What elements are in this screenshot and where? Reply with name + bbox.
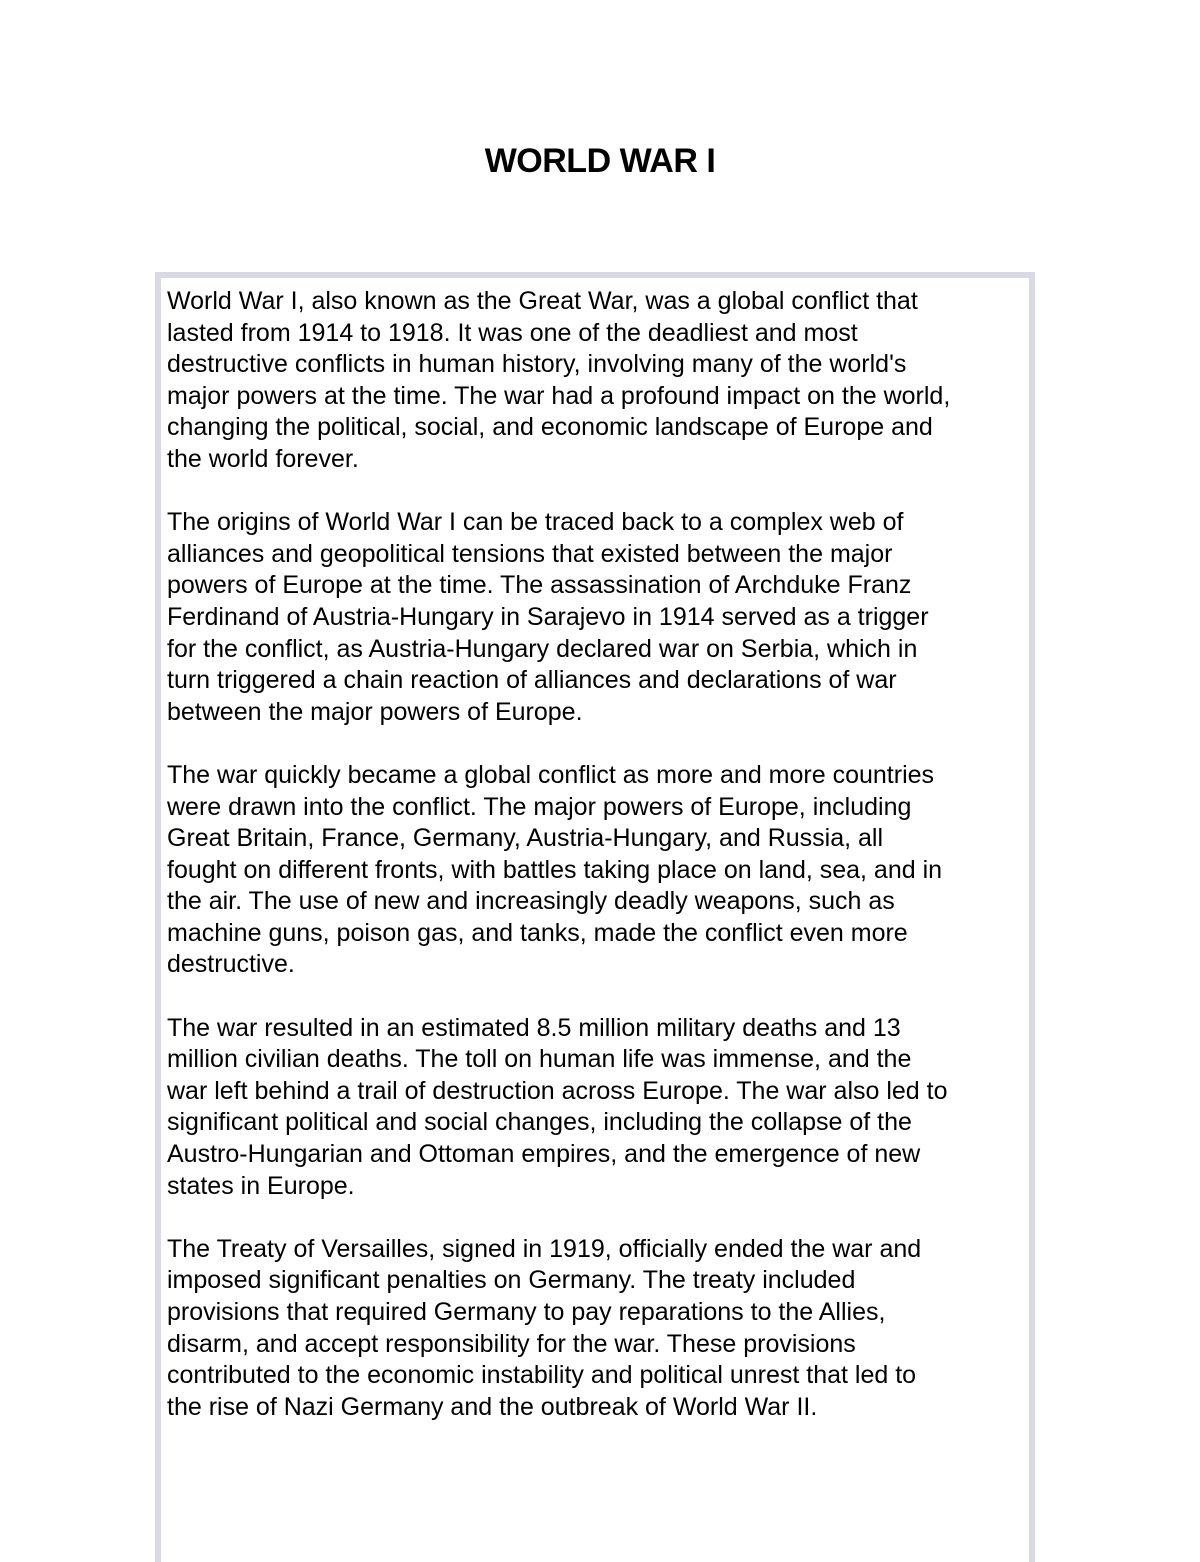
text-line: were drawn into the conflict. The major powers of Europe, including [167, 792, 912, 821]
paragraph-5 [167, 1234, 1029, 1424]
text-line: The war resulted in an estimated 8.5 million military deaths and 13 [167, 1013, 901, 1042]
text-line: states in Europe. [167, 1171, 355, 1200]
text-line: provisions that required Germany to pay reparations to the Allies, [167, 1298, 886, 1326]
text-line: fought on different fronts, with battles taking place on land, sea, and in [167, 855, 943, 884]
text-line: machine guns, poison gas, and tanks, made the conflict even more [167, 918, 908, 947]
text-line: war left behind a trail of destruction across Europe. The war also led to [167, 1076, 948, 1105]
text-line: between the major powers of Europe. [167, 697, 583, 726]
text-box [155, 272, 1035, 1562]
text-line: The war quickly became a global conflict as more and more countries [167, 760, 935, 789]
paragraph-2 [167, 507, 1029, 728]
text-line: Ferdinand of Austria-Hungary in Sarajevo in 1914 served as a trigger [167, 602, 929, 631]
text-line: contributed to the economic instability and political unrest that led to [167, 1361, 917, 1390]
text-line: million civilian deaths. The toll on human life was immense, and the [167, 1045, 912, 1074]
text-line: destructive conflicts in human history, involving many of the world's [167, 350, 907, 379]
text-line: The origins of World War I can be traced back to a complex web of [167, 508, 904, 537]
text-line: for the conflict, as Austria-Hungary declared war on Serbia, which in [167, 634, 918, 663]
paragraph-4 [167, 1013, 1029, 1203]
text-line: significant political and social changes, including the collapse of the [167, 1108, 912, 1137]
text-line: Great Britain, France, Germany, Austria-Hungary, and Russia, all [167, 824, 884, 853]
paragraph-3 [167, 760, 1029, 981]
text-line: major powers at the time. The war had a profound impact on the world, [167, 381, 951, 410]
text-line: the world forever. [167, 444, 359, 473]
text-line: disarm, and accept responsibility for the war. These provisions [167, 1329, 856, 1358]
text-line: changing the political, social, and economic landscape of Europe and [167, 413, 933, 442]
text-line: Austro-Hungarian and Ottoman empires, and the emergence of new [167, 1140, 921, 1169]
page-title: WORLD WAR I [484, 142, 716, 180]
paragraph-1 [167, 286, 1029, 476]
text-line: alliances and geopolitical tensions that existed between the major [167, 539, 893, 568]
text-line: World War I, also known as the Great War, was a global conflict that [167, 287, 918, 315]
text-line: powers of Europe at the time. The assassination of Archduke Franz [167, 571, 912, 600]
text-line: The Treaty of Versailles, signed in 1919, officially ended the war and [167, 1234, 922, 1263]
text-line: lasted from 1914 to 1918. It was one of the deadliest and most [167, 318, 858, 347]
text-line: turn triggered a chain reaction of alliances and declarations of war [167, 666, 897, 695]
text-line: the rise of Nazi Germany and the outbreak of World War II. [167, 1392, 818, 1421]
text-line: the air. The use of new and increasingly deadly weapons, such as [167, 887, 895, 916]
text-line: imposed significant penalties on Germany. The treaty included [167, 1266, 856, 1295]
text-line: destructive. [167, 950, 295, 979]
